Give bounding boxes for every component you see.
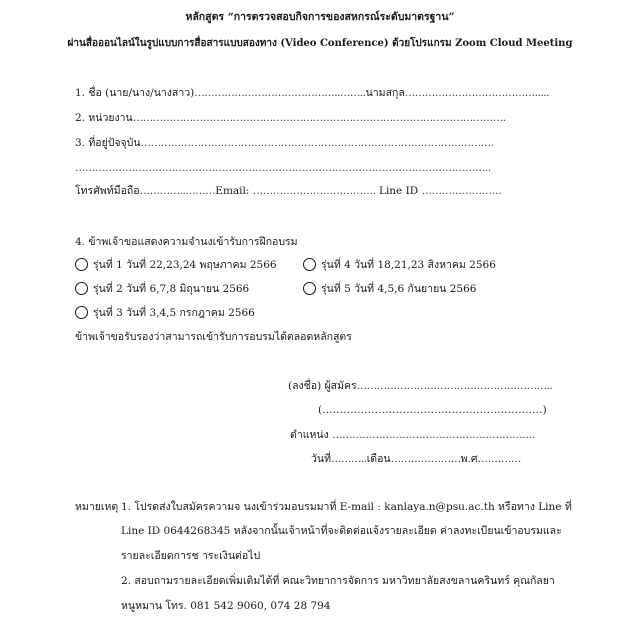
name-row	[75, 86, 549, 100]
round-4-label: รุ่นที่ 4	[321, 259, 351, 271]
agency-field[interactable]: ………………………………………………………………………………………………….	[132, 112, 506, 124]
round-4-text	[321, 258, 496, 272]
line-field[interactable]: ……………………	[421, 185, 502, 197]
phone-field[interactable]: …………..………	[139, 185, 216, 197]
surname-field[interactable]: ………………………………….....	[404, 87, 549, 99]
round-1-radio[interactable]	[75, 258, 88, 271]
address-row-2	[75, 161, 491, 175]
date-label: วันที่	[311, 453, 331, 465]
form-title: หลักสูตร “การตรวจสอบกิจการของสหกรณ์ระดับมาตรฐาน”	[185, 11, 455, 23]
position-row	[290, 428, 535, 442]
round-2-label: รุ่นที่ 2	[93, 283, 123, 295]
surname-label: นามสกุล	[365, 87, 405, 99]
signature-row	[288, 379, 552, 393]
signature-label: (ลงชื่อ) ผู้สมัคร	[288, 380, 357, 392]
training-heading: 4. ข้าพเจ้าขอแสดงความจำนงเข้ารับการฝึกอบรม	[75, 236, 298, 248]
position-field[interactable]: …………………………………………………….	[332, 429, 535, 441]
round-2-date: วันที่ 6,7,8 มิถุนายน 2566	[126, 283, 250, 295]
email-field[interactable]: ……………………………….	[252, 185, 376, 197]
signature-field[interactable]: …………………………………………………..	[356, 380, 553, 392]
contact-row	[75, 184, 502, 198]
name-label: 1. ชื่อ (นาย/นาง/นางสาว)	[75, 87, 195, 99]
round-3-radio[interactable]	[75, 306, 88, 319]
printed-name-field[interactable]: (………………………………………………………)	[318, 404, 547, 416]
round-1-label: รุ่นที่ 1	[93, 259, 123, 271]
agency-row	[75, 111, 506, 125]
round-3-date: วันที่ 3,4,5 กรกฎาคม 2566	[126, 307, 255, 319]
agency-label: 2. หน่วยงาน	[75, 112, 133, 124]
round-4-radio[interactable]	[303, 258, 316, 271]
form-subtitle: ผ่านสื่อออนไลน์ในรูปแบบการสื่อสารแบบสองทาง (Video Conference) ด้วยโปรแกรม Zoom Cloud Meeting	[67, 38, 573, 49]
day-field[interactable]: ………..	[331, 453, 367, 465]
round-5-label: รุ่นที่ 5	[321, 283, 351, 295]
name-field[interactable]: ……………………………………..……..	[194, 87, 366, 99]
note-1-line-2: Line ID 0644268345 หลังจากนั้นเจ้าหน้าที่จะติดต่อแจ้งรายละเอียด ค่าลงทะเบียนเข้าอบรมและ	[121, 525, 562, 537]
address-field[interactable]: …………………………………………………………………………………………….	[140, 137, 494, 149]
address-field-2[interactable]: ……………………………………………………………………………………………………………..	[75, 162, 491, 174]
round-4-date: วันที่ 18,21,23 สิงหาคม 2566	[354, 259, 496, 271]
round-5-radio[interactable]	[303, 282, 316, 295]
month-field[interactable]: …………………	[390, 453, 461, 465]
year-label: พ.ศ.	[460, 453, 481, 465]
notes-heading: หมายเหตุ	[75, 501, 119, 513]
address-label: 3. ที่อยู่ปัจจุบัน	[75, 137, 141, 149]
note-2-line-1: 2. สอบถามรายละเอียดเพิ่มเติมได้ที่ คณะวิทยาการจัดการ มหาวิทยาลัยสงขลานครินทร์ คุณกัลยา	[121, 575, 555, 587]
position-label: ตำแหน่ง	[290, 429, 329, 441]
round-5-text	[321, 282, 476, 296]
line-label: Line ID	[378, 185, 419, 197]
round-3-text	[93, 306, 255, 320]
certify-text: ข้าพเจ้าขอรับรองว่าสามารถเข้ารับการอบรมได้ตลอดหลักสูตร	[75, 331, 352, 343]
phone-label: โทรศัพท์มือถือ	[75, 185, 140, 197]
address-row	[75, 136, 493, 150]
year-field[interactable]: …………	[480, 453, 521, 465]
month-label: เดือน	[366, 453, 391, 465]
round-5-date: วันที่ 4,5,6 กันยายน 2566	[354, 283, 477, 295]
note-2-line-2: หนูหมาน โทร. 081 542 9060, 074 28 794	[121, 600, 331, 612]
round-3-label: รุ่นที่ 3	[93, 307, 123, 319]
note-1-line-3: รายละเอียดการช าระเงินต่อไป	[121, 550, 261, 562]
round-2-text	[93, 282, 249, 296]
round-1-date: วันที่ 22,23,24 พฤษภาคม 2566	[126, 259, 277, 271]
round-1-text	[93, 258, 277, 272]
round-2-radio[interactable]	[75, 282, 88, 295]
date-row	[311, 452, 521, 466]
email-label: Email:	[215, 185, 250, 197]
note-1-line-1: 1. โปรดส่งใบสมัครความจ นงเข้าร่วมอบรมมาที่ E-mail : kanlaya.n@psu.ac.th หรือทาง Line ที่	[121, 501, 572, 513]
